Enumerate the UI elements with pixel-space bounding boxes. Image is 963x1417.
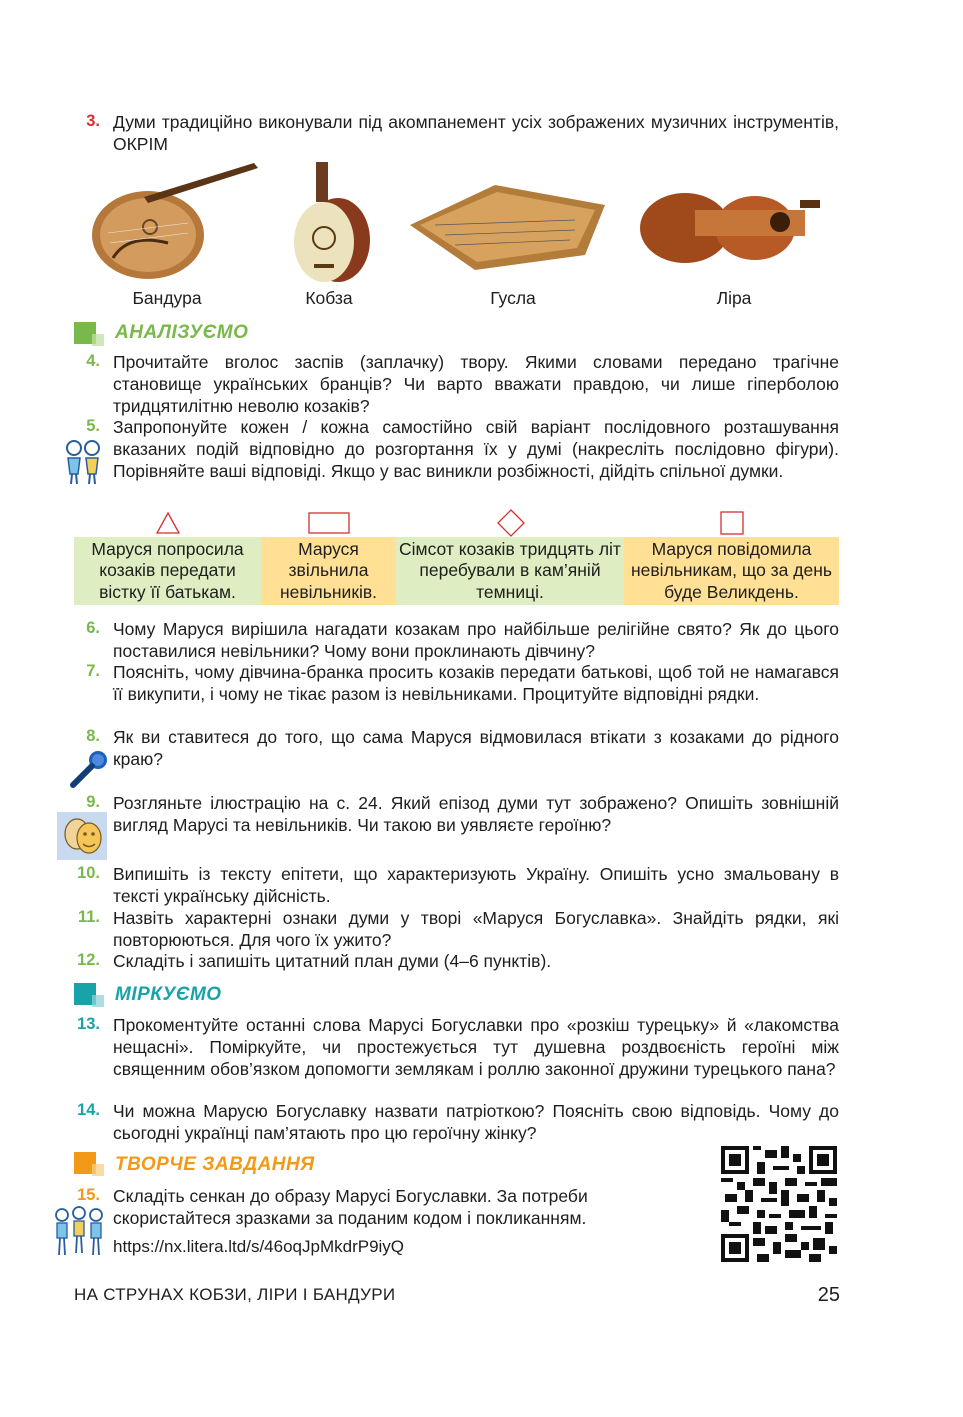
section-marker-icon <box>92 995 104 1007</box>
task-number: 9. <box>86 793 100 811</box>
instrument-caption: Кобза <box>305 288 353 308</box>
task-number: 4. <box>86 352 100 370</box>
task-number: 14. <box>77 1101 100 1119</box>
square-icon <box>719 511 745 535</box>
kobza-image <box>286 160 374 285</box>
task-text: Прочитайте вголос заспів (заплачку) твору. Якими словами передано трагічне становище українських бранців? Чи варто вважати правдою, чи лише гіперболою тридцятилітню неволю козаків? <box>113 352 839 416</box>
task-text: Думи традиційно виконували під акомпанемент усіх зображених музичних інструментів, ОКРІМ <box>113 112 839 154</box>
pair-work-icon <box>58 436 108 486</box>
footer-title: НА СТРУНАХ КОБЗИ, ЛІРИ І БАНДУРИ <box>74 1285 396 1304</box>
task-text: Чому Маруся вирішила нагадати козакам про найбільше релігійне свято? Як до цього поставилися невільники? Чому вони проклинають дівчину? <box>113 619 839 661</box>
task-text: Поясніть, чому дівчина-бранка просить козаків передати батькові, щоб той не намагався її викупити, і чому не тікає разом із невільниками. Процитуйте відповідні рядки. <box>113 662 839 704</box>
task-number: 3. <box>86 112 100 130</box>
instrument-caption: Бандура <box>132 288 202 308</box>
microphone-icon <box>68 748 110 790</box>
section-title-think: МІРКУЄМО <box>115 984 222 1005</box>
event-text: Маруся попросила козаків передати вістку її батькам. <box>91 538 244 602</box>
event-cell <box>74 537 261 605</box>
bandura-image <box>88 163 260 283</box>
event-text: Маруся звільнила невільників. <box>279 538 378 602</box>
event-cell <box>261 537 396 605</box>
task-number: 10. <box>77 864 100 882</box>
event-text: Сімсот козаків тридцять літ перебували в кам’яній темниці. <box>399 538 621 602</box>
rhombus-icon <box>496 509 526 537</box>
task-text: Як ви ставитеся до того, що сама Маруся відмовилася втікати з козаками до рідного краю? <box>113 727 839 769</box>
task-number: 11. <box>77 908 100 926</box>
rectangle-icon <box>308 511 350 535</box>
instrument-caption: Гусла <box>490 288 536 308</box>
event-text: Маруся повідомила невільникам, що за день буде Великдень. <box>630 538 833 602</box>
section-title-analyze: АНАЛІЗУЄМО <box>115 322 249 343</box>
task-text: Прокоментуйте останні слова Марусі Богуславки про «розкіш турецьку» й «лакомства нещасні». Поміркуйте, чи простежується тут душевна роздвоєність героїні між священним обов’язком допомогти землякам і роллю законної дружини турецького пана? <box>113 1015 839 1079</box>
page-number: 25 <box>817 1284 840 1306</box>
gusla-image <box>405 180 610 275</box>
group-work-icon <box>50 1205 108 1257</box>
task-text: Запропонуйте кожен / кожна самостійно свій варіант послідовного розташування вказаних подій відповідно до розгортання їх у думі (накресліть послідовно фігури). Порівняйте ваші відповіді. Якщо у вас виникли розбіжності, дійдіть спільної думки. <box>113 417 839 481</box>
task-number: 6. <box>86 619 100 637</box>
event-cell <box>396 537 624 605</box>
section-marker-icon <box>92 1164 104 1176</box>
instrument-caption: Ліра <box>716 288 752 308</box>
event-cell <box>624 537 839 605</box>
section-marker-icon <box>92 334 104 346</box>
section-title-creative: ТВОРЧЕ ЗАВДАННЯ <box>115 1154 315 1175</box>
task-number: 7. <box>86 662 100 680</box>
task-text: Складіть і запишіть цитатний план думи (4–6 пунктів). <box>113 951 552 971</box>
task-number: 15. <box>77 1186 100 1204</box>
task-number: 5. <box>86 417 100 435</box>
triangle-icon <box>155 511 181 535</box>
task-text: Випишіть із тексту епітети, що характеризують Україну. Опишіть усно змальовану в тексті українську дійсність. <box>113 864 839 906</box>
task-text: Чи можна Марусю Богуславку назвати патріоткою? Поясніть свою відповідь. Чому до сьогодні українці пам’ятають про цю героїчну жінку? <box>113 1101 839 1143</box>
task-number: 12. <box>77 951 100 969</box>
task-number: 8. <box>86 727 100 745</box>
resource-link[interactable]: https://nx.litera.ltd/s/46oqJpMkdrP9iyQ <box>113 1237 405 1256</box>
task-text: Назвіть характерні ознаки думи у творі «Маруся Богуславка». Знайдіть рядки, які повторюються. Для чого їх ужито? <box>113 908 839 950</box>
lira-image <box>635 180 835 275</box>
theater-masks-icon <box>57 812 107 860</box>
task-text: Розгляньте ілюстрацію на с. 24. Який епізод думи тут зображено? Опишіть зовнішній вигляд Марусі та невільників. Чи такою ви уявляєте героїню? <box>113 793 839 835</box>
task-text: Складіть сенкан до образу Марусі Богуславки. За потреби скористайтеся зразками за поданим кодом і покликанням. <box>113 1186 588 1228</box>
task-number: 13. <box>77 1015 100 1033</box>
qr-code-icon[interactable] <box>721 1146 837 1262</box>
